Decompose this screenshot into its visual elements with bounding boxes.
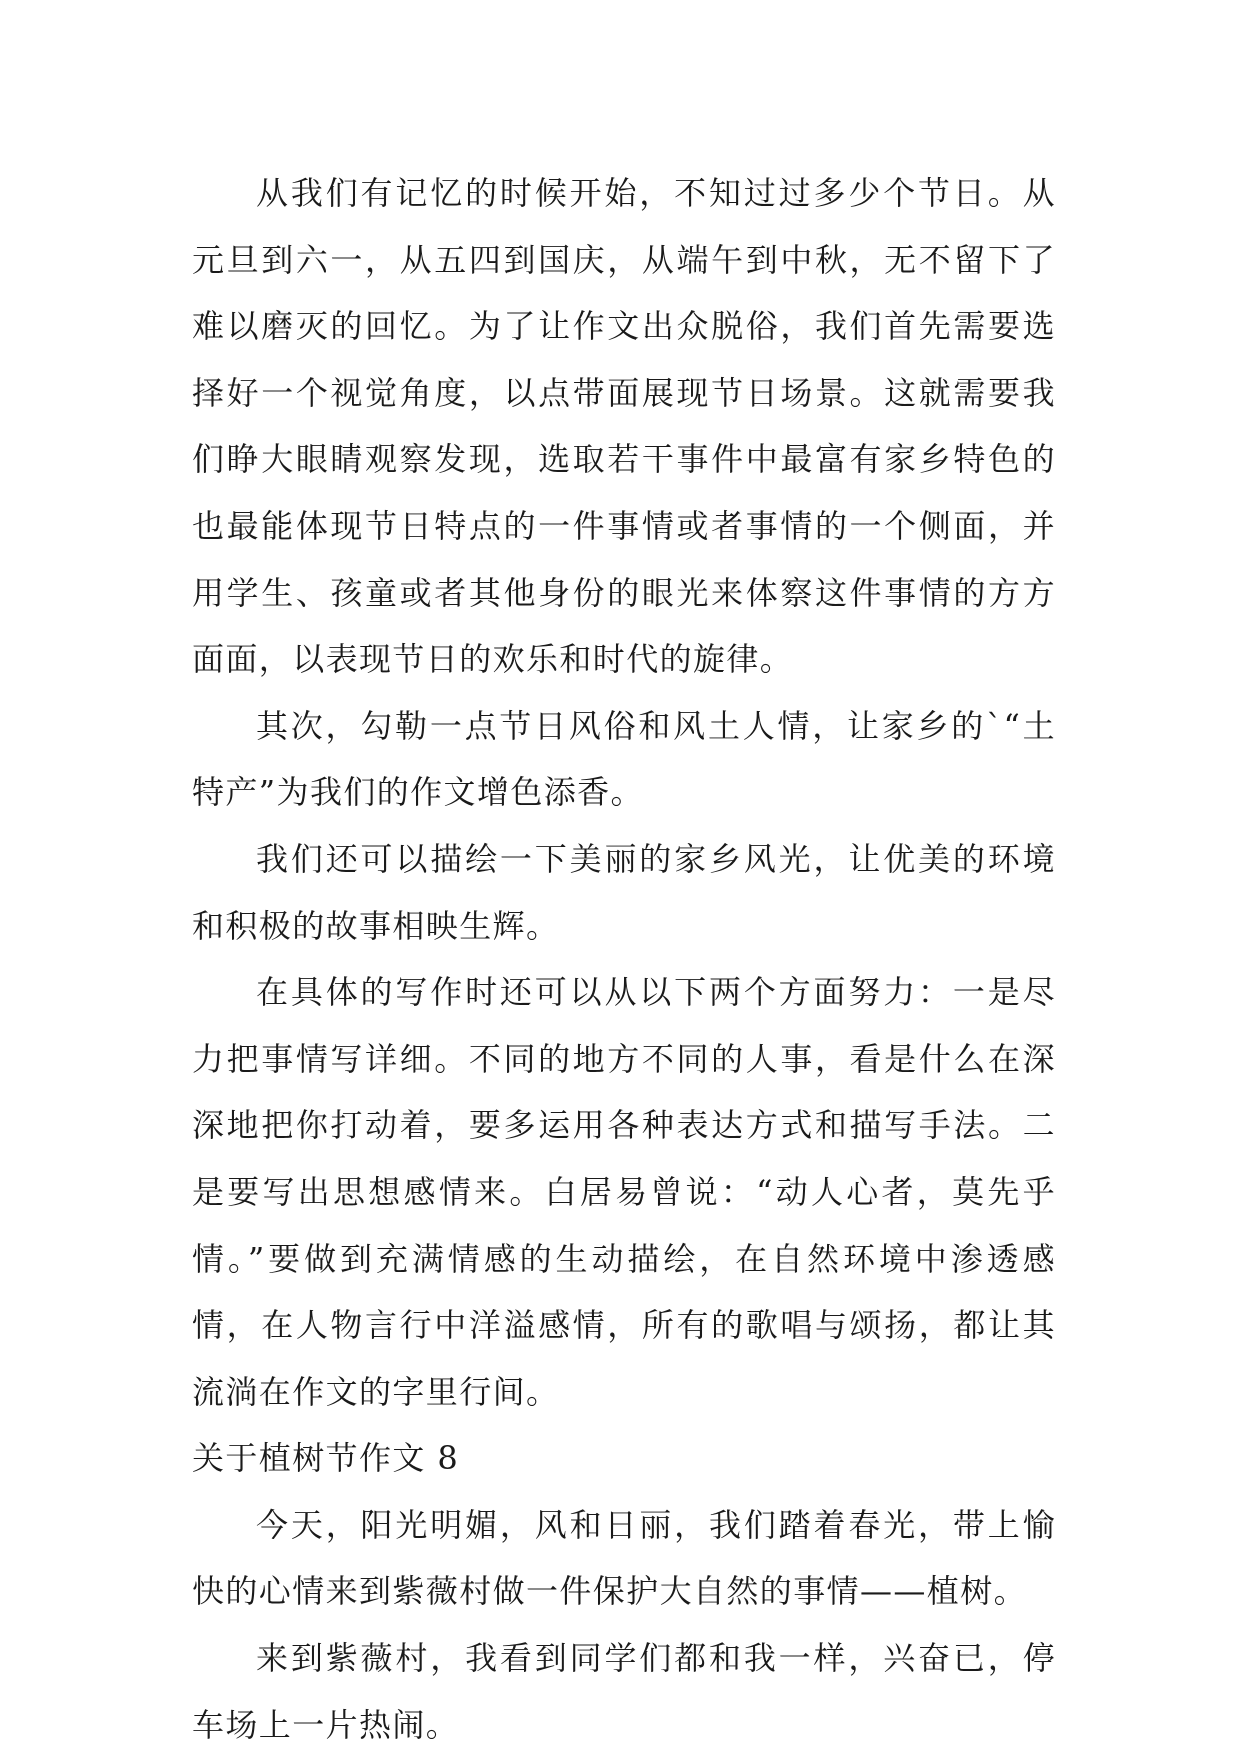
document-body [192,160,1056,1758]
section-heading: 关于植树节作文 8 [192,1439,460,1478]
paragraph-arrival: 来到紫薇村，我看到同学们都和我一样，兴奋已，停车场上一片热闹。 [192,1639,1056,1744]
paragraph-writing-tips: 在具体的写作时还可以从以下两个方面努力：一是尽力把事情写详细。不同的地方不同的人事，看是什么在深深地把你打动着，要多运用各种表达方式和描写手法。二是要写出思想感情来。白居易曾说：“动人心者，莫先乎情。”要做到充满情感的生动描绘，在自然环境中渗透感情，在人物言行中洋溢感情，所有的歌唱与颂扬，都让其流淌在作文的字里行间。 [192,973,1056,1411]
paragraph-customs: 其次，勾勒一点节日风俗和风土人情，让家乡的`“土特产”为我们的作文增色添香。 [192,706,1056,812]
paragraph-scenery: 我们还可以描绘一下美丽的家乡风光，让优美的环境和积极的故事相映生辉。 [192,839,1056,945]
paragraph-tree-planting-intro: 今天，阳光明媚，风和日丽，我们踏着春光，带上愉快的心情来到紫薇村做一件保护大自然的事情——植树。 [192,1505,1056,1611]
paragraph-festival-memories: 从我们有记忆的时候开始，不知过过多少个节日。从元旦到六一，从五四到国庆，从端午到中秋，无不留下了难以磨灭的回忆。为了让作文出众脱俗，我们首先需要选择好一个视觉角度，以点带面展现节日场景。这就需要我们睁大眼睛观察发现，选取若干事件中最富有家乡特色的也最能体现节日特点的一件事情或者事情的一个侧面，并用学生、孩童或者其他身份的眼光来体察这件事情的方方面面，以表现节日的欢乐和时代的旋律。 [192,174,1056,679]
